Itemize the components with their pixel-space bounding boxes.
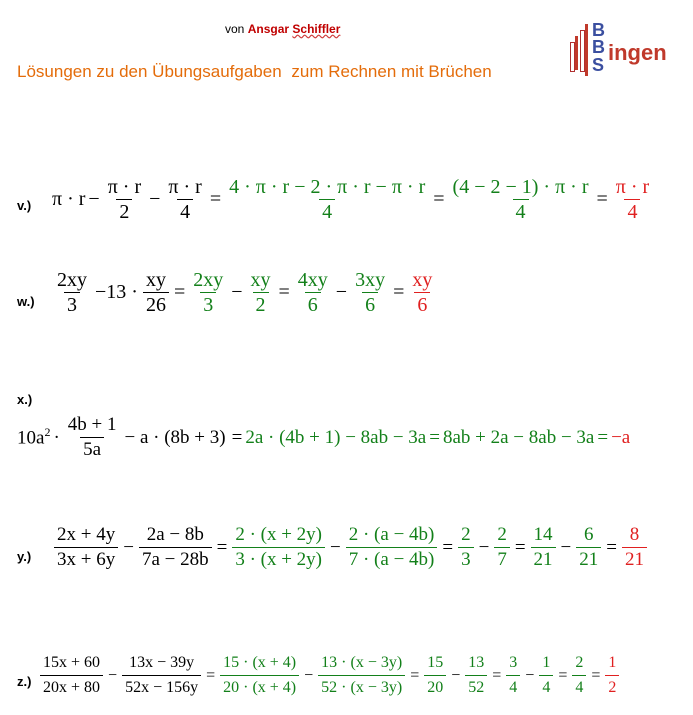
numerator: 15 [427, 654, 444, 671]
numerator: xy [412, 269, 433, 291]
equation-v [52, 175, 654, 224]
denominator: 6 [414, 292, 430, 317]
logo-letter-b2: B [592, 37, 605, 57]
operator: − [304, 666, 314, 684]
term: − a · (8b + 3) [124, 426, 226, 448]
denominator: 3x + 6y [54, 547, 118, 572]
fraction [105, 175, 144, 224]
numerator: 6 [584, 524, 594, 545]
exercise-label-x: x.) [17, 392, 33, 407]
equals-sign: = [606, 536, 617, 558]
equals-sign: = [596, 188, 608, 210]
denominator: 3 [64, 292, 80, 317]
equals-sign: = [231, 426, 243, 448]
fraction [232, 523, 325, 572]
denominator: 3 · (x + 2y) [232, 547, 325, 572]
denominator: 4 [572, 675, 586, 700]
denominator: 7 [494, 547, 510, 572]
equals-sign: = [514, 536, 526, 558]
result-fraction [613, 175, 652, 224]
logo-word: ingen [608, 40, 667, 65]
denominator: 3 [458, 547, 474, 572]
denominator: 4 [513, 199, 529, 224]
fraction [248, 268, 274, 317]
numerator: π · r [615, 176, 650, 198]
denominator: 5a [80, 437, 104, 462]
numerator: 3 [509, 654, 518, 671]
denominator: 7 · (a − 4b) [346, 547, 438, 572]
fraction [295, 268, 331, 317]
exercise-label-z: z.) [17, 674, 32, 689]
term [17, 425, 50, 449]
denominator: 2 [116, 199, 132, 224]
operator: −13 · [95, 281, 138, 303]
exponent: 2 [44, 425, 51, 440]
denominator: 21 [622, 547, 647, 572]
equals-sign: = [410, 666, 420, 684]
fraction [220, 651, 299, 700]
numerator: 2 [461, 524, 471, 545]
numerator: 3xy [355, 269, 386, 291]
fraction [143, 268, 169, 317]
operator: · [53, 426, 60, 448]
fraction [40, 651, 103, 700]
fraction [531, 523, 556, 572]
step: 2a · (4b + 1) − 8ab − 3a [245, 426, 427, 448]
fraction [318, 651, 405, 700]
equals-sign: = [393, 281, 405, 303]
fraction [539, 651, 553, 700]
denominator: 52 [465, 675, 487, 700]
equals-sign: = [597, 426, 609, 448]
equals-sign: = [433, 188, 445, 210]
fraction [576, 523, 601, 572]
fraction [139, 523, 212, 572]
numerator: 1 [542, 654, 551, 671]
equals-sign: = [209, 188, 222, 210]
fraction [352, 268, 388, 317]
numerator: xy [250, 269, 271, 291]
author-last-name: Schiffler [292, 22, 341, 36]
operator: − [451, 666, 461, 684]
operator: − [149, 188, 161, 210]
operator: − [108, 666, 118, 684]
page-title [17, 62, 492, 82]
numerator: 2 · (x + 2y) [235, 524, 323, 545]
equals-sign: = [278, 281, 290, 303]
denominator: 20 · (x + 4) [220, 675, 299, 700]
fraction [226, 175, 428, 224]
title-part-2: zum Rechnen mit Brüchen [291, 62, 492, 81]
fraction [506, 651, 520, 700]
equation-y [52, 523, 649, 572]
numerator: 2x + 4y [57, 524, 116, 545]
equation-z [38, 651, 621, 700]
numerator: 2 · (a − 4b) [348, 524, 435, 545]
operator: − [335, 281, 348, 303]
operator: − [88, 188, 100, 210]
numerator: (4 − 2 − 1) · π · r [452, 176, 589, 198]
numerator: 2 [497, 524, 507, 545]
operator: − [123, 536, 134, 558]
operator: − [525, 666, 535, 684]
denominator: 52x − 156y [122, 675, 201, 700]
equals-sign: = [442, 536, 454, 558]
numerator: π · r [168, 176, 202, 198]
numerator: 4xy [297, 269, 328, 291]
term: π · r [52, 188, 86, 210]
logo-bar [585, 24, 588, 76]
numerator: 15 · (x + 4) [223, 654, 297, 671]
equals-sign: = [206, 666, 216, 684]
result: −a [611, 426, 631, 448]
fraction [346, 523, 438, 572]
fraction [450, 175, 592, 224]
numerator: 4 · π · r − 2 · π · r − π · r [229, 176, 426, 198]
author-line [225, 22, 340, 36]
denominator: 2 [605, 675, 619, 700]
logo-letter-b1: B [592, 20, 605, 40]
author-prefix: von [225, 22, 245, 36]
equation-w [52, 268, 437, 317]
step: 8ab + 2a − 8ab − 3a [442, 426, 595, 448]
denominator: 4 [624, 199, 640, 224]
numerator: 2xy [57, 269, 87, 291]
denominator: 4 [177, 199, 193, 224]
numerator: 2xy [193, 269, 224, 291]
numerator: 8 [629, 524, 640, 545]
base: 10a [17, 427, 45, 449]
denominator: 4 [539, 675, 553, 700]
title-part-1: Lösungen zu den Übungsaufgaben [17, 62, 282, 81]
fraction [54, 268, 90, 317]
denominator: 21 [531, 547, 556, 572]
equals-sign: = [492, 666, 502, 684]
numerator: 4b + 1 [67, 414, 117, 435]
numerator: 13 · (x − 3y) [321, 654, 403, 671]
exercise-label-v: v.) [17, 198, 32, 213]
numerator: 2a − 8b [146, 524, 204, 545]
fraction [465, 651, 487, 700]
denominator: 52 · (x − 3y) [318, 675, 405, 700]
numerator: 14 [533, 524, 553, 545]
denominator: 4 [506, 675, 520, 700]
denominator: 21 [576, 547, 601, 572]
numerator: π · r [107, 176, 142, 198]
fraction [65, 413, 120, 462]
denominator: 20x + 80 [40, 675, 103, 700]
operator: − [478, 536, 490, 558]
denominator: 20 [424, 675, 446, 700]
exercise-label-y: y.) [17, 549, 32, 564]
result-fraction [409, 268, 435, 317]
numerator: 13x − 39y [129, 654, 195, 671]
fraction [54, 523, 118, 572]
denominator: 3 [200, 292, 216, 317]
denominator: 4 [319, 199, 335, 224]
result-fraction [605, 651, 619, 700]
logo-letter-s: S [592, 55, 605, 75]
equals-sign: = [558, 666, 568, 684]
equals-sign: = [173, 281, 186, 303]
fraction [424, 651, 446, 700]
result-fraction [622, 523, 647, 572]
denominator: 6 [362, 292, 378, 317]
fraction [190, 268, 226, 317]
equals-sign: = [216, 536, 228, 558]
denominator: 6 [305, 292, 321, 317]
denominator: 7a − 28b [139, 547, 212, 572]
exercise-label-w: w.) [17, 294, 35, 309]
operator: − [560, 536, 572, 558]
fraction [458, 523, 474, 572]
fraction [122, 651, 201, 700]
numerator: 13 [468, 654, 485, 671]
denominator: 26 [143, 292, 169, 317]
numerator: 2 [575, 654, 584, 671]
fraction [494, 523, 510, 572]
logo-bar [575, 36, 578, 70]
denominator: 2 [253, 292, 269, 317]
bbs-bingen-logo [568, 20, 684, 82]
fraction [572, 651, 586, 700]
numerator: xy [145, 269, 166, 291]
operator: − [231, 281, 243, 303]
operator: − [330, 536, 341, 558]
numerator: 15x + 60 [43, 654, 101, 671]
equals-sign: = [429, 426, 440, 448]
equation-x [17, 413, 630, 462]
numerator: 1 [608, 654, 617, 671]
equals-sign: = [591, 666, 601, 684]
author-first-name: Ansgar [247, 22, 290, 36]
fraction [165, 175, 204, 224]
